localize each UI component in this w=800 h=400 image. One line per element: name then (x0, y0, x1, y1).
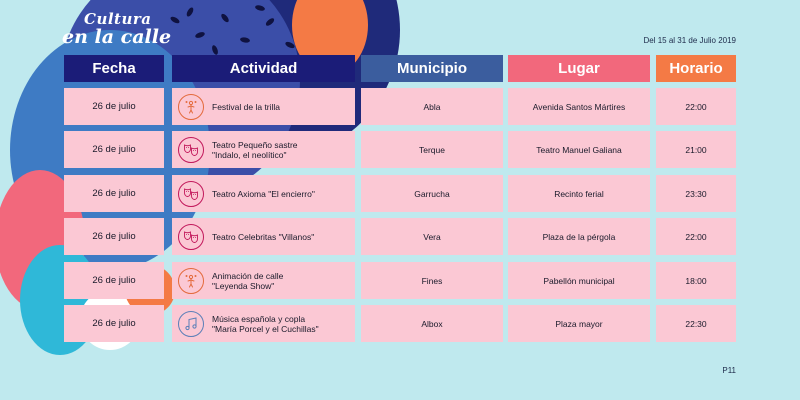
cell-horario: 21:00 (656, 131, 736, 168)
cell-lugar: Teatro Manuel Galiana (508, 131, 650, 168)
page-number: P11 (722, 366, 736, 375)
activity-line-1: Teatro Pequeño sastre (212, 139, 298, 150)
cell-municipio: Garrucha (361, 175, 503, 212)
header-lugar: Lugar (508, 55, 650, 82)
activity-line-2: "Leyenda Show" (212, 280, 275, 291)
cell-horario: 22:00 (656, 218, 736, 255)
cell-municipio: Terque (361, 131, 503, 168)
theater-masks-icon (178, 181, 204, 207)
cell-municipio: Fines (361, 262, 503, 299)
cell-fecha: 26 de julio (64, 131, 164, 168)
juggler-icon (178, 94, 204, 120)
logo-line-2: en la calle (62, 26, 172, 48)
cell-fecha: 26 de julio (64, 262, 164, 299)
cell-municipio: Albox (361, 305, 503, 342)
cell-lugar: Pabellón municipal (508, 262, 650, 299)
logo-line-1: Cultura (84, 10, 152, 28)
cell-actividad (172, 131, 355, 168)
juggler-icon (178, 268, 204, 294)
header-fecha: Fecha (64, 55, 164, 82)
cultura-en-la-calle-logo (62, 10, 171, 48)
cell-actividad (172, 88, 355, 125)
cell-horario: 22:30 (656, 305, 736, 342)
activity-line-2: "María Porcel y el Cuchillas" (212, 323, 319, 334)
cell-lugar: Recinto ferial (508, 175, 650, 212)
cell-actividad (172, 218, 355, 255)
activity-line-1: Teatro Axioma "El encierro" (212, 188, 315, 199)
cell-horario: 22:00 (656, 88, 736, 125)
cell-fecha: 26 de julio (64, 88, 164, 125)
activity-line-1: Teatro Celebritas "Villanos" (212, 231, 315, 242)
cell-horario: 23:30 (656, 175, 736, 212)
activity-text (212, 189, 315, 199)
theater-masks-icon (178, 224, 204, 250)
music-note-icon (178, 311, 204, 337)
activity-text (212, 232, 314, 242)
cell-fecha: 26 de julio (64, 218, 164, 255)
cell-lugar: Avenida Santos Mártires (508, 88, 650, 125)
cell-fecha: 26 de julio (64, 305, 164, 342)
cell-actividad (172, 175, 355, 212)
header-actividad: Actividad (172, 55, 355, 82)
activity-text (212, 314, 319, 334)
cell-lugar: Plaza mayor (508, 305, 650, 342)
activity-line-1: Animación de calle (212, 270, 284, 281)
cell-horario: 18:00 (656, 262, 736, 299)
activity-line-1: Festival de la trilla (212, 101, 281, 112)
activity-text (212, 140, 298, 160)
date-range: Del 15 al 31 de Julio 2019 (643, 36, 736, 45)
header-horario: Horario (656, 55, 736, 82)
activity-line-2: "Indalo, el neolítico" (212, 149, 287, 160)
cell-fecha: 26 de julio (64, 175, 164, 212)
cell-municipio: Vera (361, 218, 503, 255)
theater-masks-icon (178, 137, 204, 163)
cell-actividad (172, 305, 355, 342)
cell-municipio: Abla (361, 88, 503, 125)
cell-actividad (172, 262, 355, 299)
activity-text (212, 271, 283, 291)
header-municipio: Municipio (361, 55, 503, 82)
activity-line-1: Música española y copla (212, 313, 306, 324)
activity-text (212, 102, 280, 112)
cell-lugar: Plaza de la pérgola (508, 218, 650, 255)
